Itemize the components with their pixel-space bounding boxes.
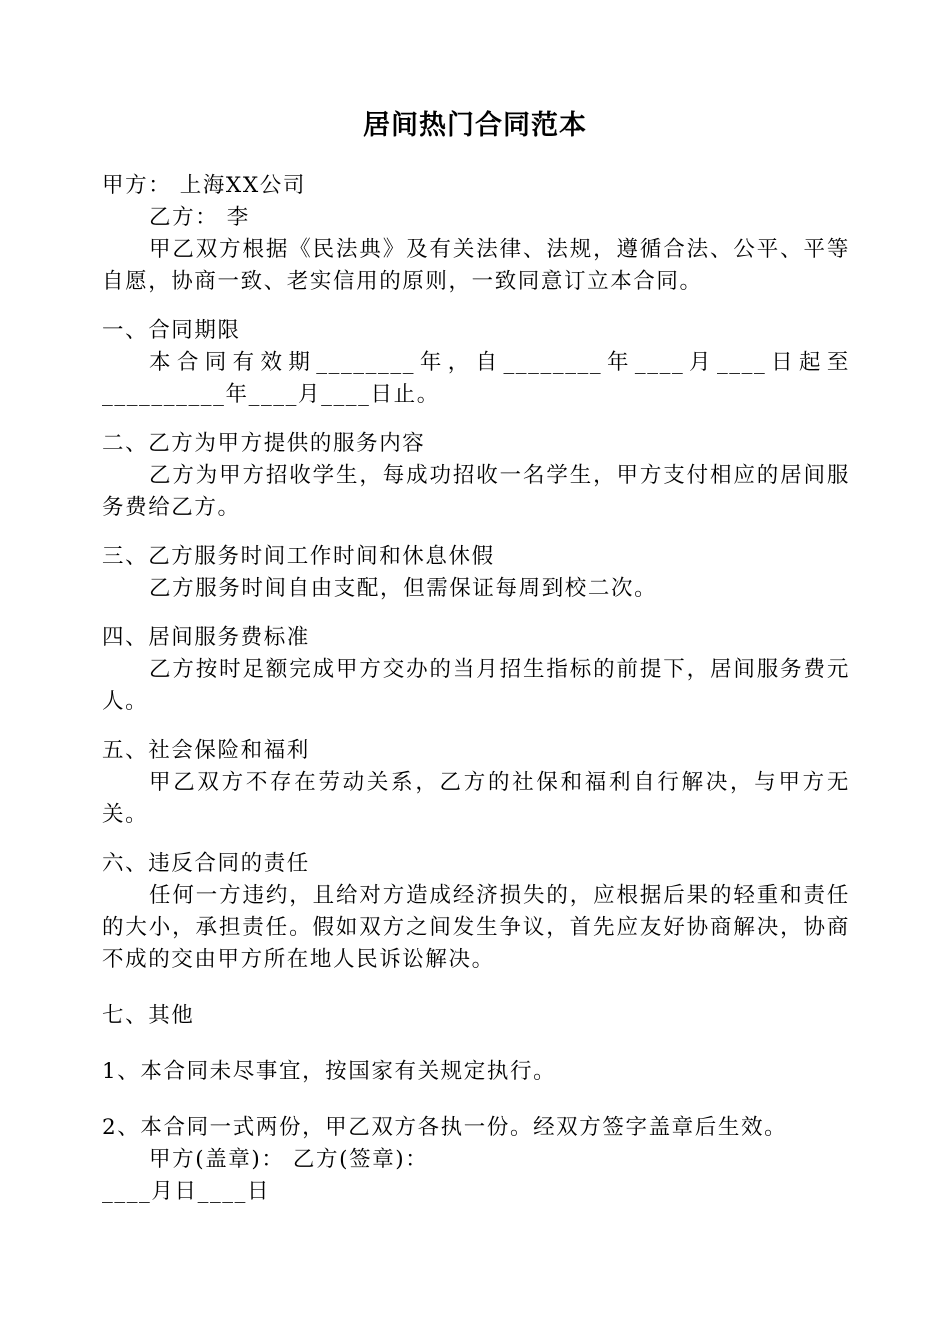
section-text: 本合同有效期________年，自________年____月____日起至__________年____月____日止。 [102, 350, 850, 407]
section-heading: 四、居间服务费标准 [102, 625, 310, 650]
section-heading: 三、乙方服务时间工作时间和休息休假 [102, 544, 495, 569]
section-heading: 五、社会保险和福利 [102, 738, 310, 763]
section-heading: 六、违反合同的责任 [102, 851, 310, 876]
section-text: 乙方为甲方招收学生，每成功招收一名学生，甲方支付相应的居间服务费给乙方。 [102, 463, 850, 520]
other-item: 1、本合同未尽事宜，按国家有关规定执行。 [102, 1059, 557, 1084]
section-text: 乙方服务时间自由支配，但需保证每周到校二次。 [149, 576, 658, 601]
date-line: ____月日____日 [102, 1179, 271, 1204]
other-item: 2、本合同一式两份，甲乙双方各执一份。经双方签字盖章后生效。 [102, 1115, 788, 1140]
other-heading: 七、其他 [102, 1003, 195, 1028]
document-body [102, 170, 850, 1208]
section-text: 甲乙双方不存在劳动关系，乙方的社保和福利自行解决，与甲方无关。 [102, 770, 850, 827]
party-b-line: 乙方： 李 [149, 205, 250, 230]
section-heading: 一、合同期限 [102, 318, 241, 343]
document-title: 居间热门合同范本 [363, 110, 587, 141]
intro-paragraph: 甲乙双方根据《民法典》及有关法律、法规，遵循合法、公平、平等自愿，协商一致、老实信用的原则，一致同意订立本合同。 [102, 237, 850, 294]
section-text: 任何一方违约，且给对方造成经济损失的，应根据后果的轻重和责任的大小，承担责任。假如双方之间发生争议，首先应友好协商解决，协商不成的交由甲方所在地人民诉讼解决。 [102, 883, 850, 972]
section-heading: 二、乙方为甲方提供的服务内容 [102, 431, 426, 456]
signature-line: 甲方(盖章)： 乙方(签章)： [149, 1147, 429, 1172]
section-text: 乙方按时足额完成甲方交办的当月招生指标的前提下，居间服务费元人。 [102, 657, 850, 714]
party-a-line: 甲方： 上海XX公司 [102, 173, 306, 198]
